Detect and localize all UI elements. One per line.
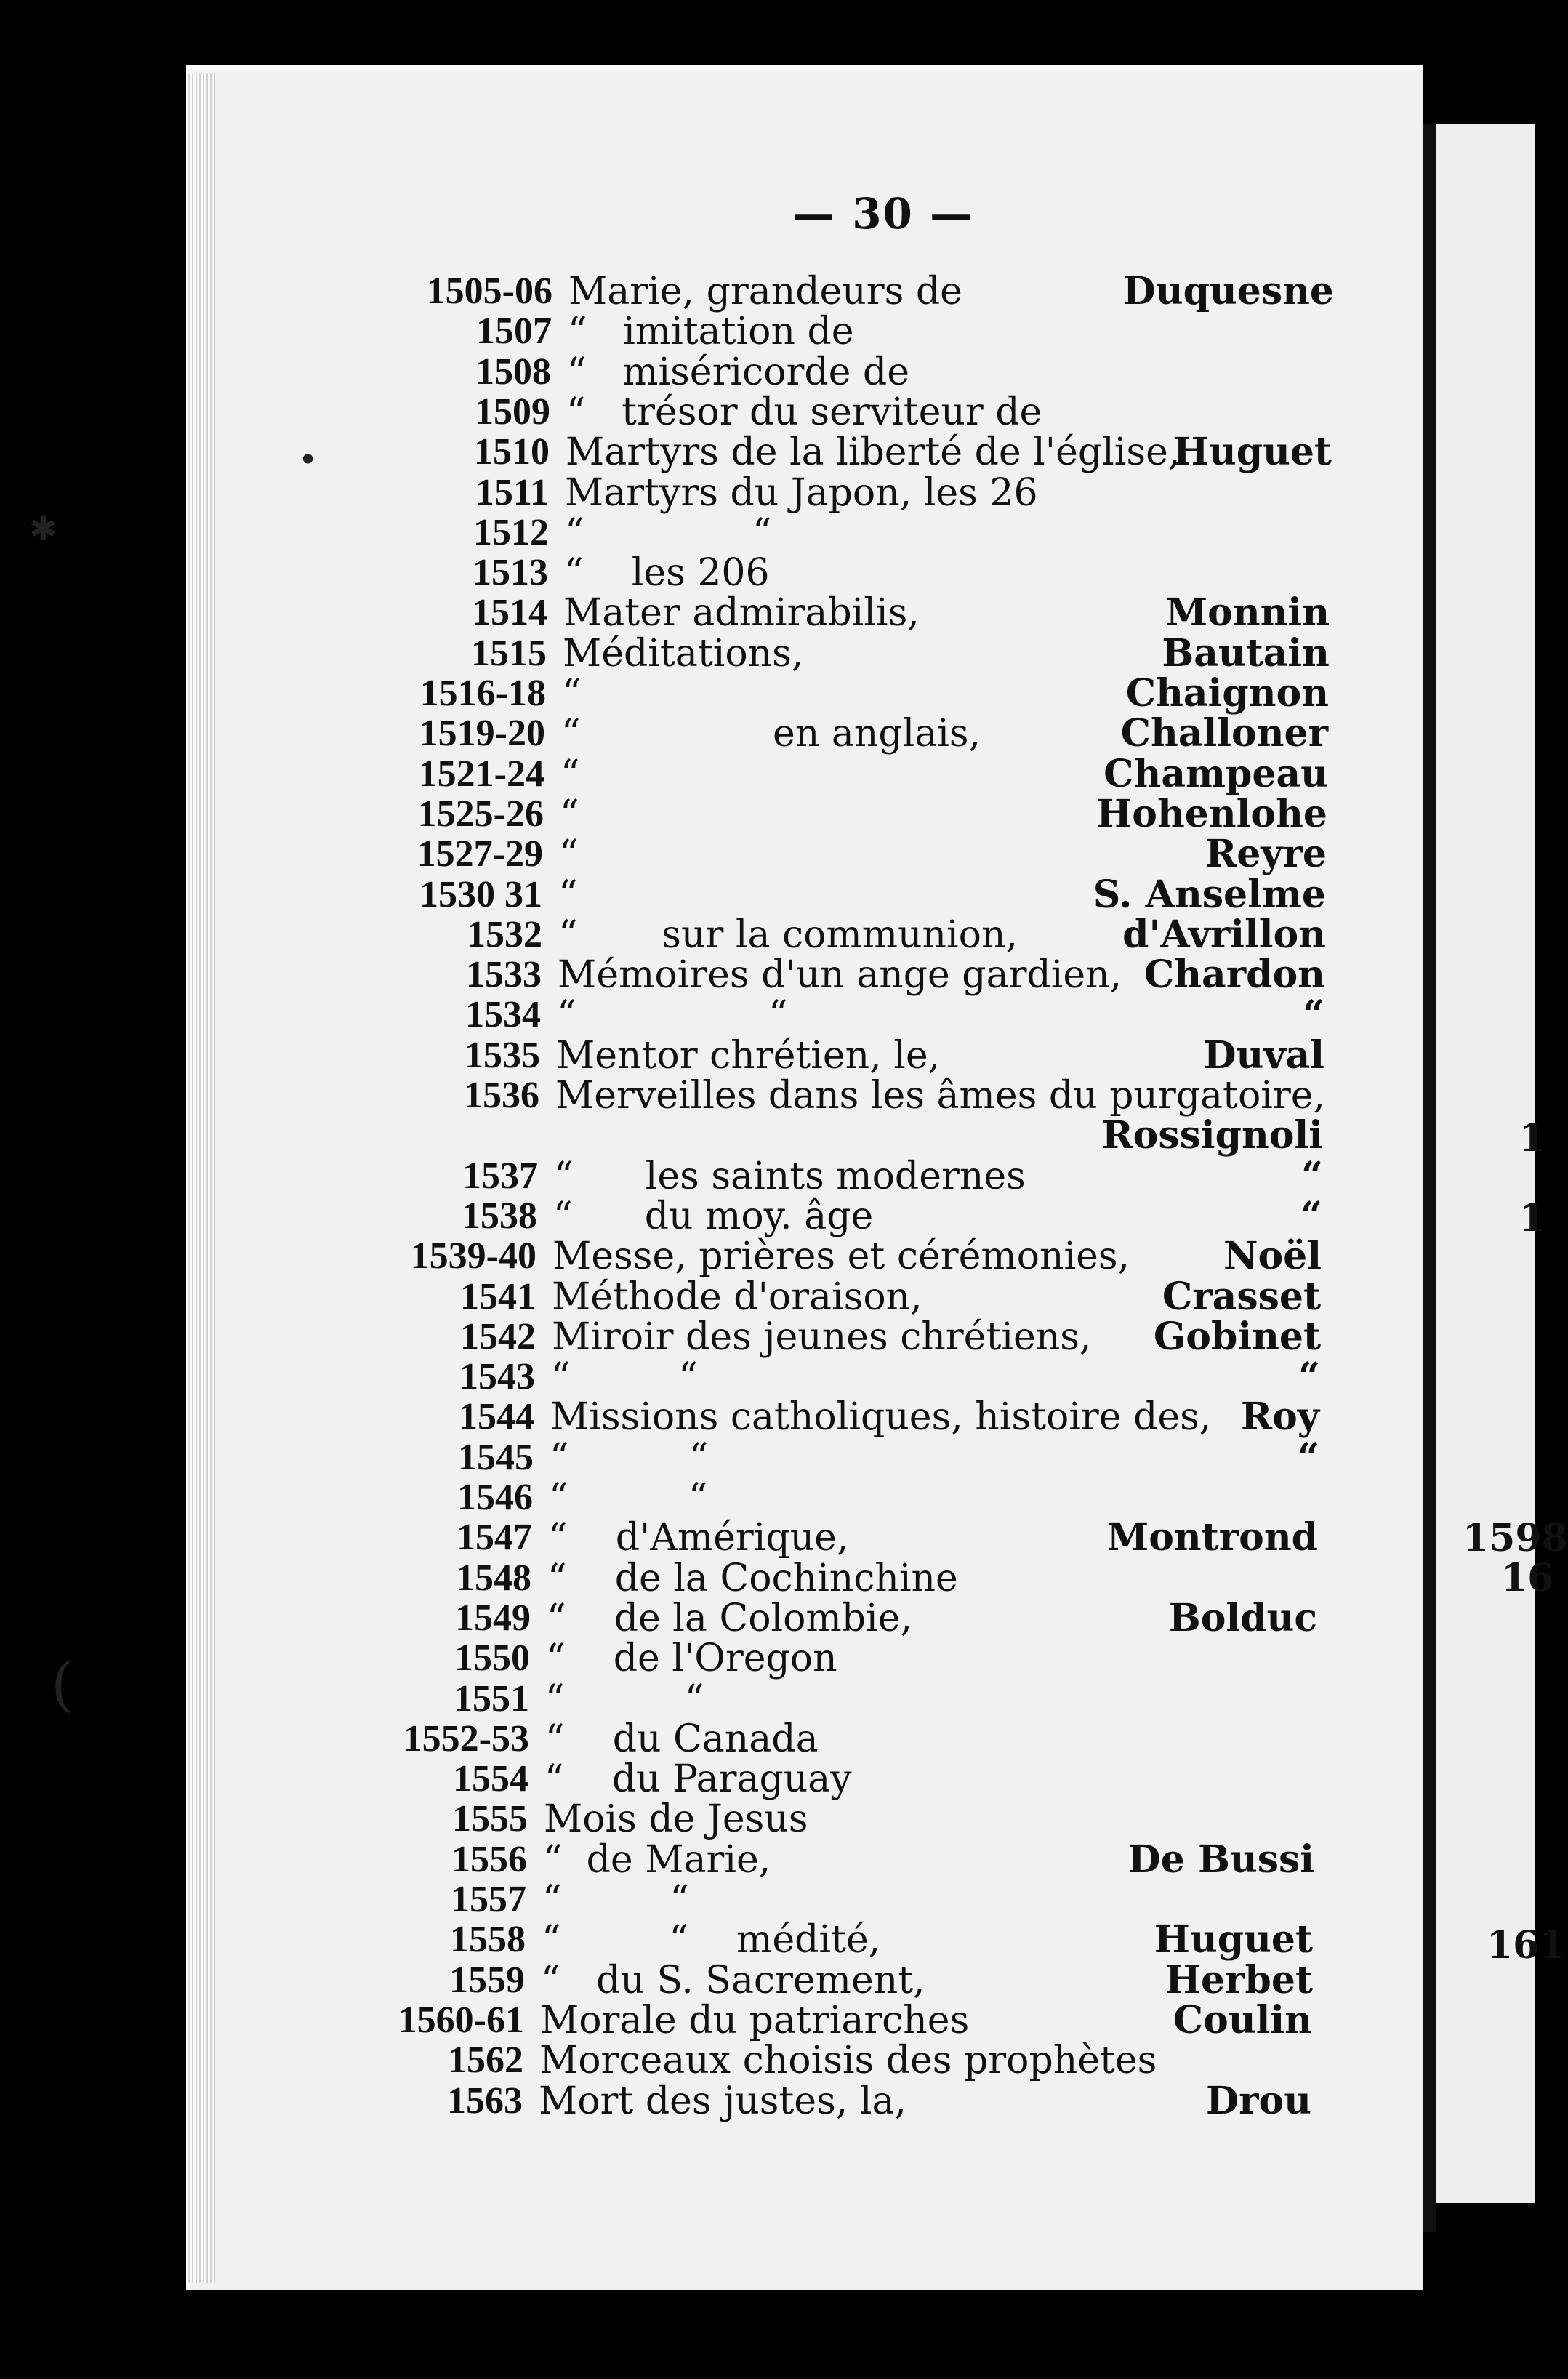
entry-author: Chaignon: [1125, 671, 1329, 715]
entry-number: 1556: [451, 1839, 527, 1880]
entry-author: Montrond: [1106, 1515, 1318, 1560]
entry-author: Chardon: [1143, 952, 1325, 997]
entry-number: 1562: [448, 2039, 523, 2081]
page-number: — 30 —: [792, 189, 974, 238]
entry-title: Miroir des jeunes chrétiens,: [552, 1315, 1092, 1359]
entry-number: 1537: [462, 1155, 538, 1197]
entry-title: Morale du patriarches: [540, 1999, 970, 2042]
entry-title: “ du moy. âge: [553, 1195, 874, 1238]
margin-mark: ✱: [29, 509, 57, 548]
entry-author: Bautain: [1162, 631, 1330, 675]
entry-title: “ imitation de: [568, 310, 854, 353]
entry-author: Huguet: [1154, 1917, 1313, 1962]
entry-number: 1521-24: [418, 753, 544, 795]
entry-author: “: [1298, 1355, 1320, 1399]
entry-title: Mort des justes, la,: [539, 2079, 906, 2123]
entry-title: “ “: [557, 993, 788, 1037]
entry-number: 1555: [452, 1798, 528, 1840]
entry-author: Coulin: [1173, 1998, 1312, 2042]
entry-number: 1563: [447, 2080, 523, 2122]
entry-title: “ “: [545, 1677, 704, 1721]
entry-number: 1546: [457, 1477, 533, 1518]
entry-title: Morceaux choisis des prophètes: [539, 2039, 1157, 2082]
entry-title: Mater admirabilis,: [563, 591, 920, 635]
entry-title: Mémoires d'un ange gardien,: [558, 953, 1122, 997]
entry-number: 1511: [475, 472, 549, 513]
entry-title: “: [559, 833, 579, 876]
entry-number: 1519-20: [419, 713, 545, 754]
facing-page-number: 1: [1519, 1196, 1546, 1240]
entry-number: 1560-61: [398, 1999, 524, 2041]
entry-number: 1536: [464, 1075, 539, 1116]
entry-title: Méthode d'oraison,: [552, 1275, 922, 1319]
entry-number: 1527-29: [417, 833, 543, 875]
margin-mark: (: [51, 1650, 74, 1718]
entry-title: Méditations,: [563, 632, 804, 675]
entry-title: “ sur la communion,: [558, 913, 1018, 957]
entry-title: “ de la Colombie,: [547, 1597, 913, 1640]
entry-number: 1543: [459, 1356, 535, 1397]
entry-author: Challoner: [1120, 711, 1328, 755]
entry-title: “ du Canada: [545, 1717, 819, 1761]
entry-title: “ du S. Sacrement,: [541, 1959, 925, 2002]
entry-number: 1549: [455, 1597, 531, 1639]
entry-author: De Bussi: [1127, 1837, 1314, 1882]
entry-title: “: [560, 793, 579, 836]
entry-number: 1533: [466, 954, 542, 995]
entry-title: “ les saints modernes: [554, 1155, 1026, 1198]
entry-number: 1509: [475, 391, 550, 433]
entry-number: 1515: [471, 633, 547, 674]
entry-title: “ trésor du serviteur de: [566, 390, 1042, 434]
entry-number: 1558: [450, 1919, 526, 1960]
entry-title: “ miséricorde de: [567, 350, 909, 394]
entry-title: “ “: [542, 1878, 689, 1922]
entry-author: Duquesne: [1122, 269, 1334, 313]
entry-author: Huguet: [1173, 430, 1332, 474]
facing-page-number: 161: [1487, 1923, 1566, 1967]
entry-title: Merveilles dans les âmes du purgatoire,: [555, 1074, 1326, 1118]
entry-title: “ d'Amérique,: [548, 1516, 849, 1560]
entry-title: “ “: [550, 1436, 709, 1480]
entry-title: “: [560, 753, 580, 796]
entry-number: 1544: [459, 1396, 534, 1437]
entry-number: 1508: [475, 351, 551, 393]
entry-author: d'Avrillon: [1122, 912, 1326, 957]
entry-author: “: [1298, 1435, 1319, 1480]
entry-title: Missions catholiques, histoire des,: [550, 1395, 1212, 1439]
entry-number: 1542: [460, 1316, 536, 1357]
entry-title: “ de la Cochinchine: [547, 1557, 958, 1600]
entry-number: 1510: [474, 431, 550, 473]
entry-number: 1530 31: [419, 874, 542, 915]
entry-number: 1516-18: [419, 673, 546, 714]
entry-number: 1547: [457, 1517, 532, 1558]
entry-author: Reyre: [1205, 832, 1327, 876]
entry-author: Noël: [1223, 1234, 1322, 1278]
entry-number: 1550: [454, 1637, 530, 1679]
entry-number: 1559: [449, 1959, 525, 2001]
book-gutter: [1423, 124, 1436, 2232]
entry-author: Gobinet: [1153, 1315, 1321, 1359]
entry-number: 1551: [454, 1678, 529, 1720]
facing-page-number: 1: [1519, 1116, 1546, 1160]
entry-author: Crasset: [1162, 1275, 1321, 1319]
entry-number: 1538: [462, 1195, 537, 1237]
entry-author: “: [1301, 1154, 1323, 1198]
entry-author: Duval: [1203, 1033, 1324, 1078]
entry-number: 1552-53: [403, 1718, 529, 1760]
facing-page-number: 16: [1501, 1556, 1554, 1600]
entry-author: Hohenlohe: [1096, 792, 1327, 836]
entry-number: 1514: [472, 592, 547, 633]
entry-number: 1505-06: [426, 270, 552, 312]
facing-page-number: 1598: [1463, 1516, 1568, 1560]
entry-author: “: [1303, 992, 1324, 1037]
entry-author: Drou: [1206, 2079, 1311, 2123]
entry-title: Martyrs du Japon, les 26: [565, 471, 1038, 515]
entry-title: “: [562, 672, 582, 715]
entry-title: “ du Paraguay: [544, 1757, 852, 1801]
entry-number: 1557: [451, 1879, 526, 1920]
entry-number: 1545: [458, 1437, 534, 1478]
entry-author: Bolduc: [1168, 1596, 1317, 1640]
entry-title: “: [558, 873, 578, 917]
entry-author: “: [1300, 1194, 1322, 1238]
facing-page: [1436, 124, 1535, 2203]
entry-title: Mentor chrétien, le,: [556, 1034, 941, 1078]
entry-number: 1507: [476, 310, 552, 352]
entry-title: “ de l'Oregon: [546, 1637, 837, 1680]
entry-number: 1534: [465, 994, 541, 1035]
entry-title: “ “: [551, 1355, 698, 1399]
entry-number: 1548: [456, 1557, 531, 1599]
entry-number: 1554: [453, 1758, 528, 1800]
entry-title: Mois de Jesus: [544, 1797, 808, 1841]
entry-title: Martyrs de la liberté de l'église,: [566, 430, 1181, 474]
entry-title: Messe, prières et cérémonies,: [552, 1235, 1130, 1278]
margin-dot: •: [298, 440, 318, 479]
entry-number: 1539-40: [410, 1235, 536, 1277]
page-edge: [186, 73, 215, 2283]
entry-number: 1532: [467, 914, 542, 955]
entry-number: 1513: [473, 552, 548, 593]
entry-title: Marie, grandeurs de: [568, 270, 962, 313]
entry-title: “ “ médité,: [542, 1918, 881, 1962]
entry-author: Champeau: [1103, 752, 1328, 796]
entry-author: S. Anselme: [1093, 872, 1326, 917]
entry-title: “ “: [549, 1476, 708, 1520]
entry-title: “ “: [565, 511, 772, 555]
entry-number: 1535: [465, 1035, 540, 1076]
entry-author: Rossignoli: [1101, 1113, 1323, 1158]
entry-author: Monnin: [1165, 590, 1330, 635]
entry-title: “ les 206: [564, 551, 770, 595]
entry-number: 1512: [473, 512, 549, 553]
entry-author: Herbet: [1165, 1958, 1313, 2002]
entry-author: Roy: [1240, 1395, 1319, 1439]
entry-number: 1541: [460, 1276, 536, 1317]
entry-title: “ de Marie,: [543, 1838, 771, 1882]
entry-title: “ en anglais,: [561, 712, 981, 755]
entry-number: 1525-26: [417, 793, 544, 835]
